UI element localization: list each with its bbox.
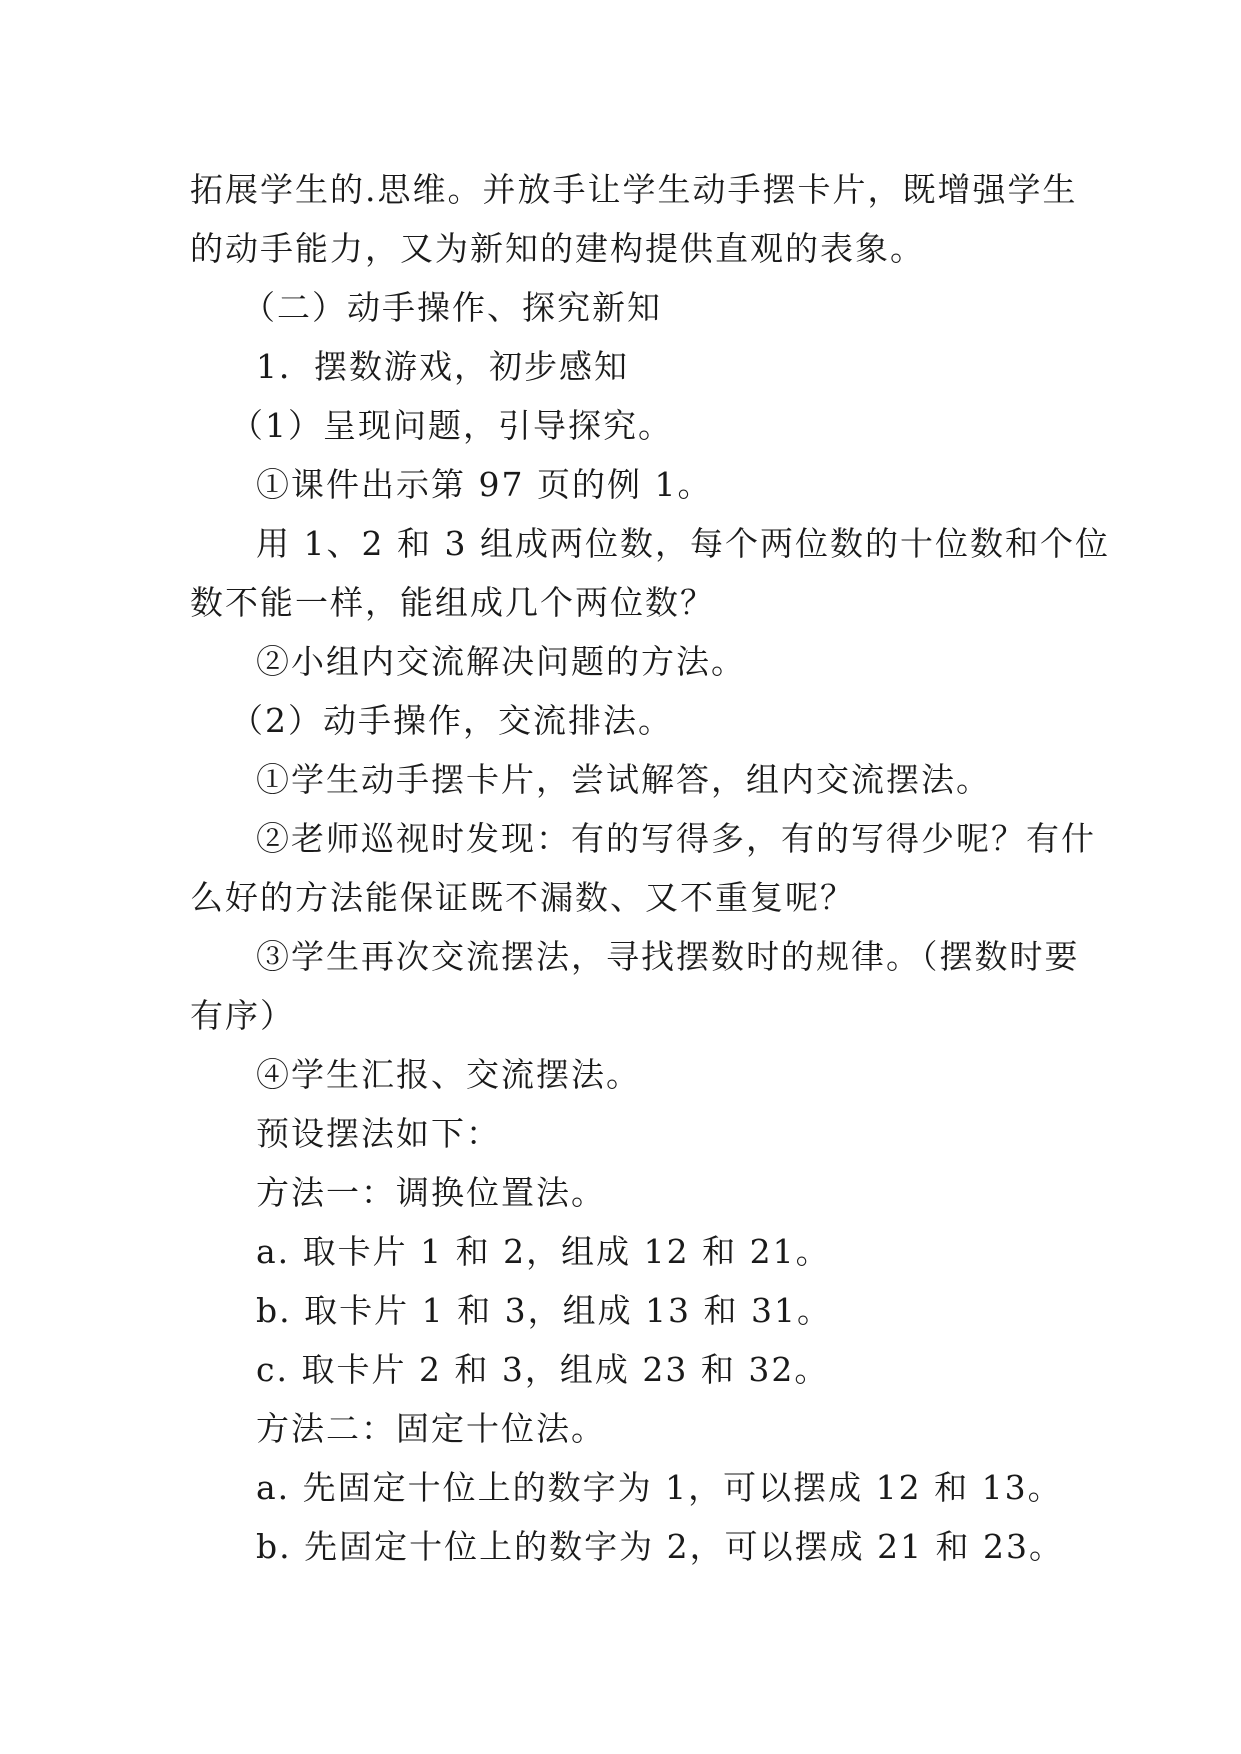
- paragraph-line: 有序）: [190, 996, 295, 1035]
- list-item: a. 取卡片 1 和 2，组成 12 和 21。: [256, 1232, 831, 1271]
- paragraph-line: 的动手能力，又为新知的建构提供直观的表象。: [190, 229, 925, 268]
- paragraph-line: ③学生再次交流摆法，寻找摆数时的规律。（摆数时要: [256, 937, 1080, 976]
- section-heading: （二）动手操作、探究新知: [242, 288, 662, 327]
- paragraph-line: ②小组内交流解决问题的方法。: [256, 642, 746, 681]
- method-heading: 方法二：固定十位法。: [256, 1409, 606, 1448]
- paragraph-line: ④学生汇报、交流摆法。: [256, 1055, 641, 1094]
- list-item: c. 取卡片 2 和 3，组成 23 和 32。: [256, 1350, 830, 1389]
- list-item: b. 取卡片 1 和 3，组成 13 和 31。: [256, 1291, 833, 1330]
- step-heading: （2）动手操作，交流排法。: [230, 701, 673, 740]
- list-item: b. 先固定十位上的数字为 2，可以摆成 21 和 23。: [256, 1527, 1065, 1566]
- paragraph-line: ①学生动手摆卡片，尝试解答，组内交流摆法。: [256, 760, 991, 799]
- subsection-heading: 1．摆数游戏，初步感知: [256, 347, 629, 386]
- paragraph-line: 数不能一样，能组成几个两位数？: [190, 583, 715, 622]
- paragraph-line: ①课件出示第 97 页的例 1。: [256, 465, 713, 504]
- step-heading: （1）呈现问题，引导探究。: [230, 406, 673, 445]
- paragraph-line: ②老师巡视时发现：有的写得多，有的写得少呢？有什: [256, 819, 1096, 858]
- list-item: a. 先固定十位上的数字为 1，可以摆成 12 和 13。: [256, 1468, 1063, 1507]
- paragraph-line: 么好的方法能保证既不漏数、又不重复呢？: [190, 878, 855, 917]
- paragraph-line: 预设摆法如下：: [256, 1114, 501, 1153]
- paragraph-line: 用 1、2 和 3 组成两位数，每个两位数的十位数和个位: [256, 524, 1110, 563]
- document-page: [190, 160, 1110, 1576]
- method-heading: 方法一：调换位置法。: [256, 1173, 606, 1212]
- paragraph-line: 拓展学生的.思维。并放手让学生动手摆卡片，既增强学生: [190, 170, 1078, 209]
